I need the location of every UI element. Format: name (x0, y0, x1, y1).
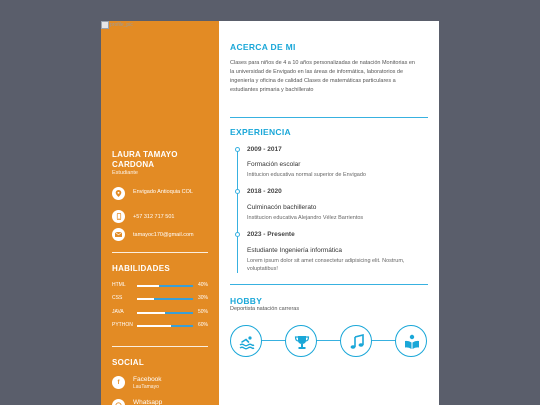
hobby-music (340, 325, 372, 357)
experience-period: 2009 - 2017 (247, 146, 282, 153)
skill-fill (137, 325, 171, 327)
music-icon (349, 334, 365, 350)
hobby-title: HOBBY (230, 296, 263, 306)
skill-percent: 40% (197, 282, 208, 288)
skill-percent: 50% (197, 309, 208, 315)
about-text: Clases para niños de 4 a 10 años personalizadas de natación Monitorias en la universidad de Envigado en las áreas de informática, laboratorios de ingeniería y oficina de calidad Clases de matemáticas particulares a estudiantes primaria y bachillerato (230, 60, 415, 93)
skill-name: CSS (112, 295, 123, 301)
experience-desc-1: Intitucion educativa normal superior de Envigado (247, 172, 366, 178)
timeline-dot (235, 232, 240, 237)
location-icon (112, 187, 125, 200)
resume-card (101, 21, 439, 405)
social-name: Whatsapp (133, 399, 163, 405)
skill-python (112, 322, 208, 329)
skill-percent: 60% (197, 322, 208, 328)
about-title: ACERCA DE MI (230, 42, 296, 52)
social-whatsapp[interactable] (112, 399, 162, 405)
broken-image-icon (101, 21, 109, 29)
timeline-dot (235, 189, 240, 194)
hobby-reading (395, 325, 427, 357)
section-divider (230, 284, 428, 285)
skill-bar (137, 312, 193, 314)
facebook-icon: f (112, 376, 125, 389)
experience-title: EXPERIENCIA (230, 127, 291, 137)
skill-java (112, 309, 208, 316)
skill-name: HTML (112, 282, 126, 288)
trophy-icon (294, 334, 310, 350)
skill-bar (137, 285, 193, 287)
experience-period: 2018 - 2020 (247, 188, 282, 195)
profile-photo-alt: profile_pic (110, 22, 133, 28)
skill-name: JAVA (112, 309, 124, 315)
sidebar-divider (112, 252, 208, 253)
experience-desc-2: Institucion educativa Alejandro Vélez Barrientos (247, 215, 364, 221)
email-icon (112, 228, 125, 241)
section-divider (230, 117, 428, 118)
skill-name: PYTHON (112, 322, 133, 328)
contact-location-text: Envigado Antioquia COL (133, 189, 193, 195)
book-reader-icon (404, 334, 420, 350)
timeline-dot (235, 147, 240, 152)
contact-phone[interactable] (112, 210, 174, 223)
social-title: SOCIAL (112, 358, 145, 367)
hobby-connector-line (244, 340, 414, 341)
social-facebook[interactable] (112, 376, 162, 391)
contact-location (112, 187, 195, 200)
skill-percent: 30% (197, 295, 208, 301)
swimmer-icon (239, 334, 255, 350)
skills-title: HABILIDADES (112, 264, 170, 273)
social-facebook-text (133, 376, 162, 391)
sidebar-divider (112, 346, 208, 347)
main-content (219, 21, 439, 405)
skill-bar (137, 298, 193, 300)
contact-email[interactable] (112, 228, 194, 241)
timeline-line (237, 149, 238, 273)
phone-icon (112, 210, 125, 223)
social-whatsapp-text (133, 399, 162, 405)
social-name: Facebook (133, 376, 162, 383)
profile-photo (101, 21, 133, 29)
hobby-swimming (230, 325, 262, 357)
whatsapp-icon (112, 399, 125, 405)
social-username: LauTamayo (133, 384, 159, 390)
experience-desc-3: Lorem ipsum dolor sit amet consectetur adipisicing elit. Nostrum, voluptatibus! (247, 258, 405, 272)
skill-fill (137, 298, 154, 300)
profile-role: Estudiante (112, 170, 138, 176)
skill-html (112, 282, 208, 289)
contact-phone-text: +57 312 717 501 (133, 214, 175, 220)
hobby-trophy (285, 325, 317, 357)
skill-bar (137, 325, 193, 327)
skill-css (112, 295, 208, 302)
contact-email-text: tamayoc170@gmail.com (133, 232, 194, 238)
experience-title-2: Culminacón bachillerato (247, 204, 317, 211)
experience-period: 2023 - Presente (247, 231, 295, 238)
experience-title-1: Formación escolar (247, 161, 301, 168)
skill-fill (137, 285, 159, 287)
sidebar (101, 21, 219, 405)
experience-title-3: Estudiante Ingeniería informática (247, 247, 343, 254)
skill-fill (137, 312, 165, 314)
profile-name: LAURA TAMAYO CARDONA (112, 150, 178, 169)
hobby-text: Deportista natación carreras (230, 306, 300, 312)
